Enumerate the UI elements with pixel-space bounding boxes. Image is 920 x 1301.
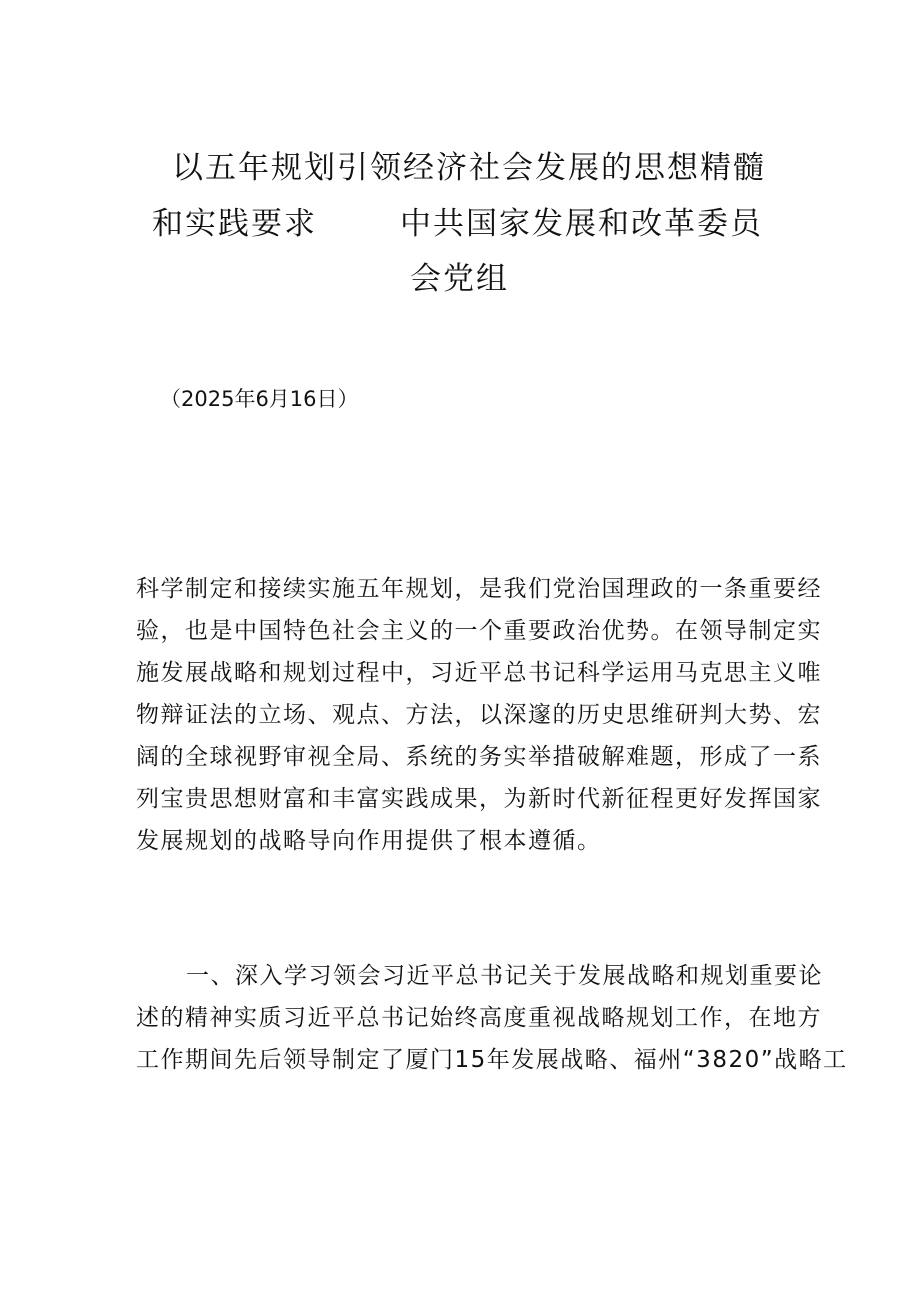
text-line: 述的精神实质习近平总书记始终高度重视战略规划工作，在地方 — [136, 1005, 822, 1031]
text-line: 阔的全球视野审视全局、系统的务实举措破解难题，形成了一系 — [136, 744, 822, 770]
title-line-3: 会党组 — [410, 261, 509, 297]
text-line: 物辩证法的立场、观点、方法，以深邃的历史思维研判大势、宏 — [136, 702, 822, 728]
paragraph-intro — [136, 568, 822, 862]
text-line: 施发展战略和规划过程中，习近平总书记科学运用马克思主义唯 — [136, 660, 822, 686]
title-line-2-part-2: 中共国家发展和改革委员 — [400, 206, 763, 242]
paragraph-section-one — [136, 955, 848, 1081]
document-date: （2025年6月16日） — [160, 387, 359, 411]
text-line: 一、深入学习领会习近平总书记关于发展战略和规划重要论 — [186, 963, 823, 989]
text-line: 验，也是中国特色社会主义的一个重要政治优势。在领导制定实 — [136, 618, 822, 644]
text-line: 工作期间先后领导制定了厦门15年发展战略、福州“3820”战略工 — [136, 1047, 848, 1073]
text-line: 列宝贵思想财富和丰富实践成果，为新时代新征程更好发挥国家 — [136, 786, 822, 812]
title-line-1: 以五年规划引领经济社会发展的思想精髓 — [172, 150, 766, 186]
text-line: 科学制定和接续实施五年规划，是我们党治国理政的一条重要经 — [136, 576, 822, 602]
title-line-2-part-1: 和实践要求 — [152, 206, 317, 242]
text-line: 发展规划的战略导向作用提供了根本遵循。 — [136, 828, 602, 854]
